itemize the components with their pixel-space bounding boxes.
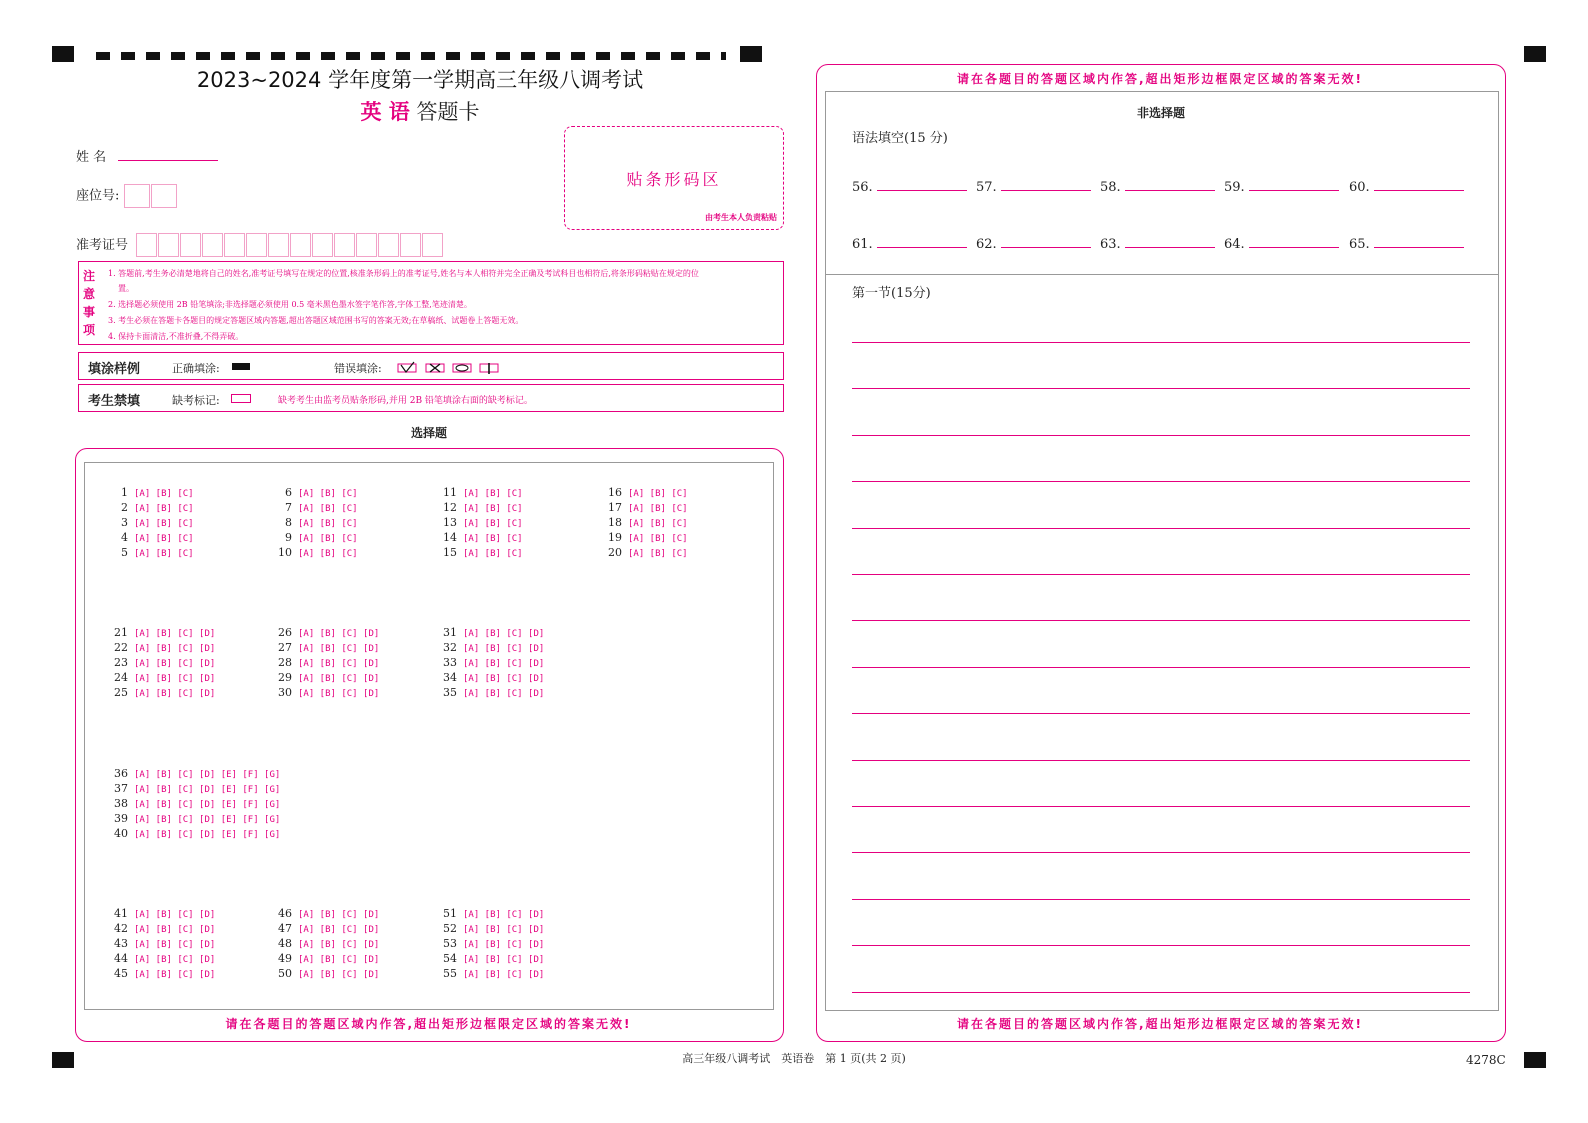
mc-options[interactable]: [A] [B] [C] — [134, 549, 194, 559]
registration-mark-top-right — [1524, 46, 1546, 62]
mc-options[interactable]: [A] [B] [C] [D] — [298, 659, 380, 669]
mc-question-number: 34 — [443, 671, 457, 684]
notice-heading: 注 意 事 项 — [83, 269, 96, 337]
blank-63[interactable] — [1100, 235, 1215, 252]
writing-line[interactable] — [852, 992, 1470, 993]
mc-question-45[interactable] — [112, 966, 223, 983]
mc-question-number: 18 — [608, 516, 622, 529]
writing-line[interactable] — [852, 435, 1470, 436]
mc-question-number: 1 — [121, 486, 128, 499]
seat-field[interactable] — [76, 184, 178, 208]
blank-line[interactable] — [1374, 235, 1464, 248]
mc-question-number: 11 — [443, 486, 457, 499]
blank-64[interactable] — [1224, 235, 1339, 252]
notice-item-1: 1. 答题前,考生务必清楚地将自己的姓名,准考证号填写在规定的位置,核准条形码上的准考证号,姓名与本人相符并完全正确及考试科目也相符后,将条形码粘贴在规定的位 — [108, 269, 699, 278]
mc-options[interactable]: [A] [B] [C] [D] — [463, 629, 545, 639]
mc-question-10[interactable] — [276, 545, 366, 562]
section-label: 第一节(15分) — [852, 286, 931, 301]
mc-options[interactable]: [A] [B] [C] [D] [E] [F] [G] — [134, 830, 281, 840]
mc-options[interactable]: [A] [B] [C] — [463, 489, 523, 499]
blank-59[interactable] — [1224, 178, 1339, 195]
wrong-fill-icon — [396, 361, 506, 375]
barcode-label: 贴条形码区 — [626, 170, 722, 189]
mc-question-number: 27 — [278, 641, 292, 654]
absent-label: 考生禁填 — [88, 394, 141, 409]
writing-line[interactable] — [852, 342, 1470, 343]
mc-question-number: 41 — [114, 907, 128, 920]
mc-options[interactable]: [A] [B] [C] [D] — [134, 910, 216, 920]
notice-item-2: 2. 选择题必须使用 2B 铅笔填涂;非选择题必须使用 0.5 毫米黑色墨水签字笔作答,字体工整,笔迹清楚。 — [108, 300, 472, 309]
mc-options[interactable]: [A] [B] [C] [D] — [134, 940, 216, 950]
mc-question-number: 55 — [443, 967, 457, 980]
mc-options[interactable]: [A] [B] [C] [D] — [298, 910, 380, 920]
notice-item-1-cont: 置。 — [118, 284, 134, 293]
mc-question-number: 46 — [278, 907, 292, 920]
blank-line[interactable] — [1125, 235, 1215, 248]
warning-right-top: 请在各题目的答题区域内作答,超出矩形边框限定区域的答案无效! — [956, 72, 1364, 86]
mc-options[interactable]: [A] [B] [C] [D] [E] [F] [G] — [134, 815, 281, 825]
writing-line[interactable] — [852, 481, 1470, 482]
mc-options[interactable]: [A] [B] [C] [D] — [134, 659, 216, 669]
blank-line[interactable] — [1249, 178, 1339, 191]
free-response-title: 非选择题 — [1136, 106, 1185, 120]
correct-fill-label: 正确填涂: — [172, 362, 220, 375]
exam-id-field[interactable] — [76, 233, 444, 257]
exam-title: 2023~2024 学年度第一学期高三年级八调考试 — [196, 68, 644, 92]
blank-line[interactable] — [1001, 178, 1091, 191]
blank-65[interactable] — [1349, 235, 1464, 252]
mc-question-number: 26 — [278, 626, 292, 639]
mc-options[interactable]: [A] [B] [C] [D] — [463, 940, 545, 950]
mc-options[interactable]: [A] [B] [C] [D] — [134, 629, 216, 639]
mc-options[interactable]: [A] [B] [C] [D] — [463, 674, 545, 684]
mc-question-number: 51 — [443, 907, 457, 920]
mc-question-number: 52 — [443, 922, 457, 935]
blank-62[interactable] — [976, 235, 1091, 252]
blank-line[interactable] — [877, 235, 967, 248]
mc-options[interactable]: [A] [B] [C] [D] — [134, 674, 216, 684]
correct-fill-sample — [232, 363, 250, 370]
card-title — [0, 96, 840, 126]
mc-question-number: 24 — [114, 671, 128, 684]
mc-question-number: 44 — [114, 952, 128, 965]
writing-line[interactable] — [852, 899, 1470, 900]
blank-number: 59. — [1224, 180, 1245, 195]
blank-line[interactable] — [1374, 178, 1464, 191]
mc-options[interactable]: [A] [B] [C] [D] — [463, 955, 545, 965]
mc-question-number: 38 — [114, 797, 128, 810]
mc-options[interactable]: [A] [B] [C] — [628, 504, 688, 514]
mc-question-number: 21 — [114, 626, 128, 639]
mc-question-25[interactable] — [112, 685, 223, 702]
mc-options[interactable]: [A] [B] [C] [D] — [298, 940, 380, 950]
mc-question-number: 14 — [443, 531, 457, 544]
grammar-label: 语法填空(15 分) — [852, 131, 948, 146]
blank-number: 62. — [976, 237, 997, 252]
seat-label: 座位号: — [76, 188, 120, 204]
writing-line[interactable] — [852, 713, 1470, 714]
mc-question-number: 32 — [443, 641, 457, 654]
writing-line[interactable] — [852, 852, 1470, 853]
mc-options[interactable]: [A] [B] [C] — [134, 504, 194, 514]
blank-number: 61. — [852, 237, 873, 252]
mc-options[interactable]: [A] [B] [C] [D] [E] [F] [G] — [134, 770, 281, 780]
mc-options[interactable]: [A] [B] [C] — [463, 534, 523, 544]
notice-item-4: 4. 保持卡面清洁,不准折叠,不得弄破。 — [108, 332, 244, 341]
blank-number: 65. — [1349, 237, 1370, 252]
blank-number: 60. — [1349, 180, 1370, 195]
mc-options[interactable]: [A] [B] [C] [D] — [134, 955, 216, 965]
mc-question-number: 36 — [114, 767, 128, 780]
mc-question-number: 4 — [121, 531, 128, 544]
mc-question-number: 45 — [114, 967, 128, 980]
mc-question-number: 37 — [114, 782, 128, 795]
blank-58[interactable] — [1100, 178, 1215, 195]
mc-options[interactable]: [A] [B] [C] [D] — [298, 629, 380, 639]
mc-question-5[interactable] — [112, 545, 202, 562]
mc-question-number: 17 — [608, 501, 622, 514]
mc-question-number: 33 — [443, 656, 457, 669]
mc-options[interactable]: [A] [B] [C] — [463, 549, 523, 559]
writing-line[interactable] — [852, 760, 1470, 761]
absent-mark-checkbox[interactable] — [231, 394, 251, 403]
subject-label: 英 语 — [360, 100, 410, 124]
mc-question-number: 49 — [278, 952, 292, 965]
mc-options[interactable]: [A] [B] [C] [D] [E] [F] [G] — [134, 785, 281, 795]
mc-options[interactable]: [A] [B] [C] [D] — [298, 674, 380, 684]
blank-57[interactable] — [976, 178, 1091, 195]
writing-line[interactable] — [852, 620, 1470, 621]
mc-options[interactable]: [A] [B] [C] [D] — [298, 689, 380, 699]
exam-id-label: 准考证号 — [76, 237, 129, 253]
writing-line[interactable] — [852, 945, 1470, 946]
free-response-area — [825, 91, 1499, 1011]
mc-question-number: 43 — [114, 937, 128, 950]
absent-note: 缺考考生由监考员贴条形码,并用 2B 铅笔填涂右面的缺考标记。 — [278, 396, 533, 406]
mc-question-number: 39 — [114, 812, 128, 825]
barcode-area — [564, 126, 784, 230]
writing-line[interactable] — [852, 528, 1470, 529]
mc-question-number: 47 — [278, 922, 292, 935]
mc-options[interactable]: [A] [B] [C] [D] — [463, 910, 545, 920]
mc-question-number: 22 — [114, 641, 128, 654]
mc-question-number: 9 — [285, 531, 292, 544]
mc-options[interactable]: [A] [B] [C] [D] — [134, 644, 216, 654]
registration-mark-top-left — [52, 46, 74, 62]
mc-options[interactable]: [A] [B] [C] — [298, 549, 358, 559]
warning-right-bottom: 请在各题目的答题区域内作答,超出矩形边框限定区域的答案无效! — [956, 1017, 1364, 1031]
mc-options[interactable]: [A] [B] [C] [D] — [463, 659, 545, 669]
mc-options[interactable]: [A] [B] [C] [D] — [463, 644, 545, 654]
mc-options[interactable]: [A] [B] [C] — [134, 519, 194, 529]
footer-text: 高三年级八调考试 英语卷 第 1 页(共 2 页) — [682, 1052, 906, 1065]
blank-line[interactable] — [877, 178, 967, 191]
mc-question-number: 2 — [121, 501, 128, 514]
mc-question-number: 23 — [114, 656, 128, 669]
mc-question-number: 40 — [114, 827, 128, 840]
mc-options[interactable]: [A] [B] [C] — [134, 534, 194, 544]
blank-61[interactable] — [852, 235, 967, 252]
writing-line[interactable] — [852, 806, 1470, 807]
mc-options[interactable]: [A] [B] [C] — [628, 534, 688, 544]
absent-mark-label: 缺考标记: — [172, 394, 220, 407]
mc-options[interactable]: [A] [B] [C] [D] — [463, 689, 545, 699]
mc-question-number: 50 — [278, 967, 292, 980]
mc-question-number: 53 — [443, 937, 457, 950]
warning-left: 请在各题目的答题区域内作答,超出矩形边框限定区域的答案无效! — [225, 1017, 632, 1031]
name-field[interactable] — [76, 146, 218, 165]
blank-line[interactable] — [1249, 235, 1339, 248]
mc-options[interactable]: [A] [B] [C] [D] — [298, 955, 380, 965]
mc-question-number: 13 — [443, 516, 457, 529]
blank-line[interactable] — [1125, 178, 1215, 191]
timing-track — [96, 52, 726, 60]
writing-line[interactable] — [852, 667, 1470, 668]
mc-options[interactable]: [A] [B] [C] [D] — [298, 644, 380, 654]
mc-options[interactable]: [A] [B] [C] [D] — [463, 970, 545, 980]
mc-options[interactable]: [A] [B] [C] — [298, 519, 358, 529]
mc-question-number: 8 — [285, 516, 292, 529]
mc-options[interactable]: [A] [B] [C] [D] — [134, 689, 216, 699]
mc-options[interactable]: [A] [B] [C] [D] — [298, 970, 380, 980]
blank-60[interactable] — [1349, 178, 1464, 195]
mc-options[interactable]: [A] [B] [C] [D] [E] [F] [G] — [134, 800, 281, 810]
mc-options[interactable]: [A] [B] [C] [D] — [134, 925, 216, 935]
mc-question-15[interactable] — [441, 545, 531, 562]
mc-question-number: 16 — [608, 486, 622, 499]
writing-line[interactable] — [852, 388, 1470, 389]
notice-item-3: 3. 考生必须在答题卡各题目的规定答题区域内答题,超出答题区域范围书写的答案无效;在草稿纸、试题卷上答题无效。 — [108, 316, 524, 325]
mc-options[interactable]: [A] [B] [C] — [463, 504, 523, 514]
mc-options[interactable]: [A] [B] [C] — [628, 549, 688, 559]
mc-title: 选择题 — [410, 426, 447, 440]
footer-code: 4278C — [1466, 1053, 1506, 1067]
mc-options[interactable]: [A] [B] [C] [D] — [298, 925, 380, 935]
mc-question-number: 31 — [443, 626, 457, 639]
fill-example-label: 填涂样例 — [88, 362, 141, 377]
writing-line[interactable] — [852, 574, 1470, 575]
mc-question-number: 35 — [443, 686, 457, 699]
mc-question-number: 19 — [608, 531, 622, 544]
mc-question-35[interactable] — [441, 685, 552, 702]
mc-question-number: 29 — [278, 671, 292, 684]
mc-question-55[interactable] — [441, 966, 552, 983]
mc-question-number: 42 — [114, 922, 128, 935]
mc-question-number: 25 — [114, 686, 128, 699]
mc-question-number: 6 — [285, 486, 292, 499]
blank-number: 57. — [976, 180, 997, 195]
blank-number: 56. — [852, 180, 873, 195]
mc-question-number: 10 — [278, 546, 292, 559]
mc-question-number: 7 — [285, 501, 292, 514]
wrong-fill-label: 错误填涂: — [334, 362, 382, 375]
mc-options[interactable]: [A] [B] [C] — [298, 504, 358, 514]
mc-options[interactable]: [A] [B] [C] [D] — [463, 925, 545, 935]
mc-options[interactable]: [A] [B] [C] — [628, 519, 688, 529]
mc-options[interactable]: [A] [B] [C] — [628, 489, 688, 499]
mc-options[interactable]: [A] [B] [C] — [298, 489, 358, 499]
blank-line[interactable] — [1001, 235, 1091, 248]
mc-question-number: 15 — [443, 546, 457, 559]
mc-question-40[interactable] — [112, 826, 288, 843]
mc-question-number: 3 — [121, 516, 128, 529]
mc-question-number: 30 — [278, 686, 292, 699]
section-divider — [825, 274, 1498, 275]
name-label: 姓 名 — [76, 150, 107, 165]
mc-question-number: 5 — [121, 546, 128, 559]
mc-question-30[interactable] — [276, 685, 387, 702]
wrong-fill-samples — [396, 360, 506, 379]
mc-options[interactable]: [A] [B] [C] — [298, 534, 358, 544]
blank-56[interactable] — [852, 178, 967, 195]
blank-number: 58. — [1100, 180, 1121, 195]
mc-question-number: 48 — [278, 937, 292, 950]
barcode-note: 由考生本人负责粘贴 — [705, 213, 777, 222]
blank-number: 63. — [1100, 237, 1121, 252]
mc-options[interactable]: [A] [B] [C] — [463, 519, 523, 529]
registration-mark-top-mid — [740, 46, 762, 62]
mc-options[interactable]: [A] [B] [C] [D] — [134, 970, 216, 980]
mc-question-number: 28 — [278, 656, 292, 669]
mc-question-number: 54 — [443, 952, 457, 965]
blank-number: 64. — [1224, 237, 1245, 252]
mc-options[interactable]: [A] [B] [C] — [134, 489, 194, 499]
card-label: 答题卡 — [416, 100, 480, 124]
mc-question-20[interactable] — [606, 545, 696, 562]
mc-question-50[interactable] — [276, 966, 387, 983]
mc-question-number: 12 — [443, 501, 457, 514]
mc-question-number: 20 — [608, 546, 622, 559]
